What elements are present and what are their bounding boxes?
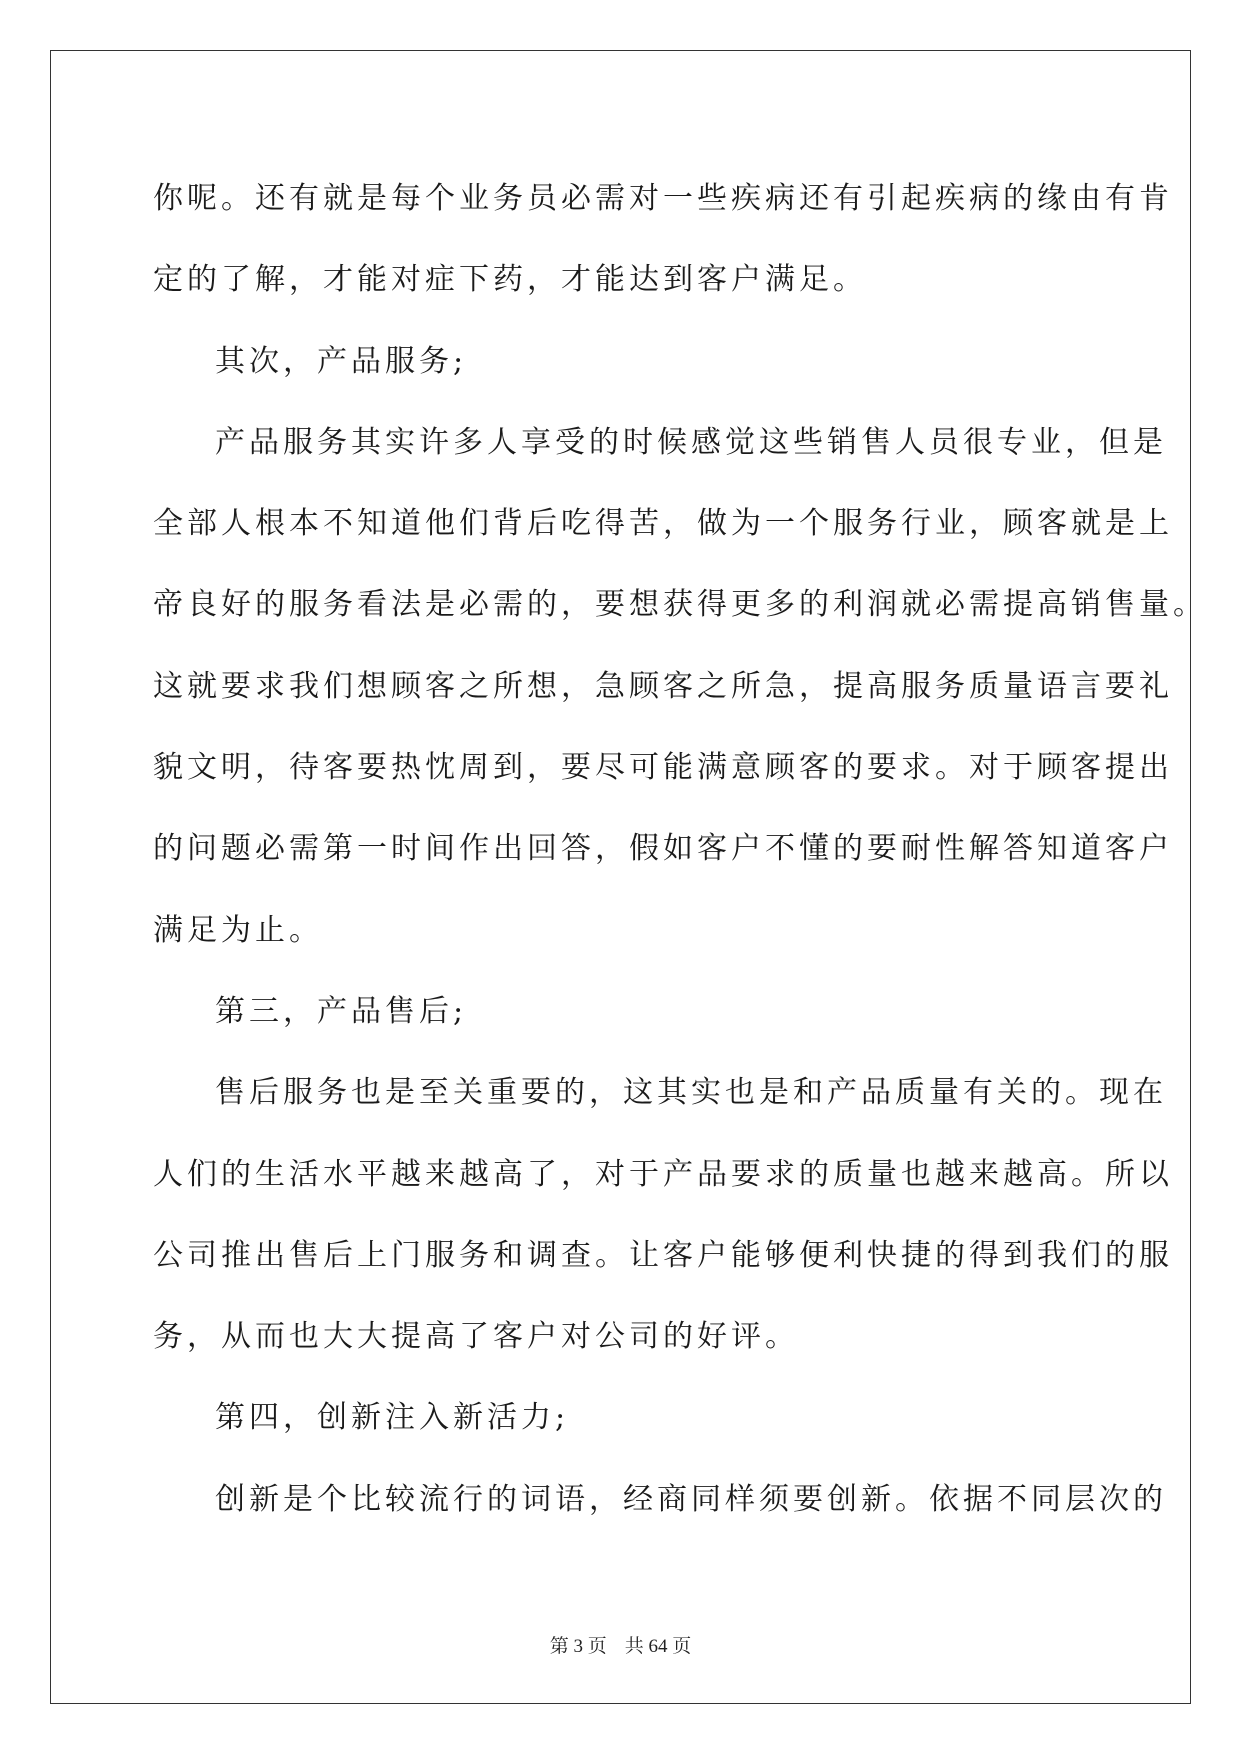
page-number-total: 共 64 页 [624,1636,692,1657]
text-line: 你呢。还有就是每个业务员必需对一些疾病还有引起疾病的缘由有肯 [153,181,1173,216]
section-heading: 其次，产品服务; [215,343,468,379]
page-footer [0,1631,1241,1658]
text-line: 帝良好的服务看法是必需的，要想获得更多的利润就必需提高销售量。 [153,587,1207,623]
paragraph-start-line: 产品服务其实许多人享受的时候感觉这些销售人员很专业，但是 [215,424,1167,460]
text-line: 定的了解，才能对症下药，才能达到客户满足。 [153,262,867,298]
text-line: 人们的生活水平越来越高了，对于产品要求的质量也越来越高。所以 [153,1156,1173,1192]
text-line: 全部人根本不知道他们背后吃得苦，做为一个服务行业，顾客就是上 [153,506,1173,542]
text-line: 公司推出售后上门服务和调查。让客户能够便利快捷的得到我们的服 [153,1237,1173,1273]
section-heading: 第三，产品售后; [215,993,468,1029]
text-line: 务，从而也大大提高了客户对公司的好评。 [153,1319,799,1355]
paragraph-start-line: 售后服务也是至关重要的，这其实也是和产品质量有关的。现在 [215,1075,1167,1111]
paragraph-start-line: 创新是个比较流行的词语，经商同样须要创新。依据不同层次的 [215,1481,1167,1517]
text-line: 的问题必需第一时间作出回答，假如客户不懂的要耐性解答知道客户 [153,831,1173,867]
document-body [153,158,1207,1540]
page-number-current: 第 3 页 [549,1636,607,1657]
text-line: 满足为止。 [153,912,323,948]
text-line: 这就要求我们想顾客之所想，急顾客之所急，提高服务质量语言要礼 [153,668,1173,704]
section-heading: 第四，创新注入新活力; [215,1400,570,1436]
text-line: 貌文明，待客要热忱周到，要尽可能满意顾客的要求。对于顾客提出 [153,750,1173,786]
